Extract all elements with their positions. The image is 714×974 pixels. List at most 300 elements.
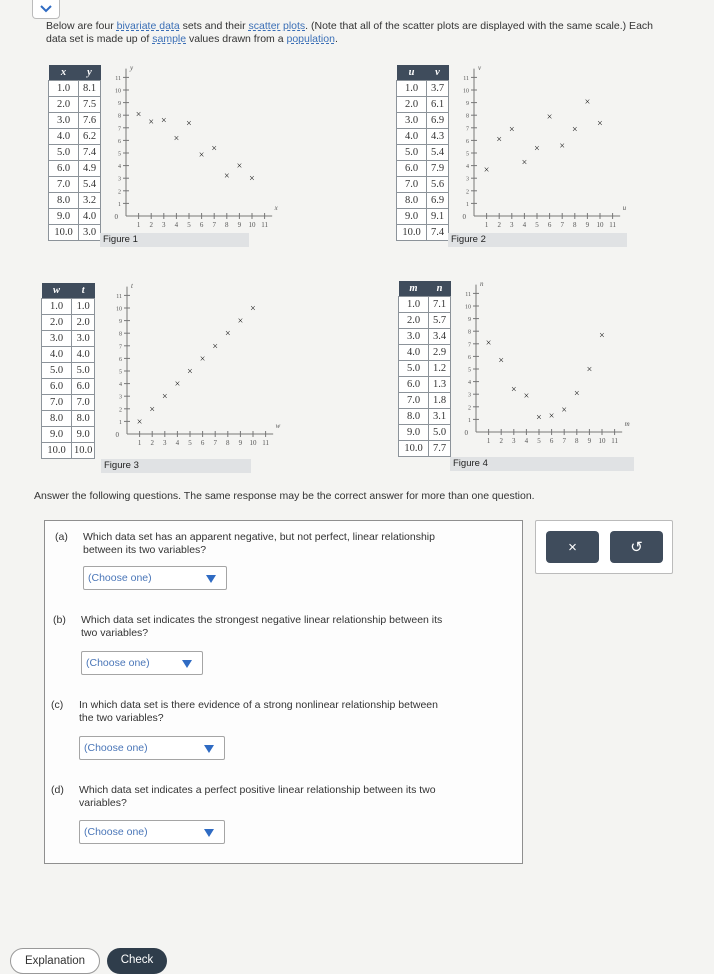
- y-tick-label: 6: [119, 356, 122, 363]
- x-tick-label: 5: [187, 221, 191, 229]
- answer-select-b[interactable]: [81, 651, 203, 675]
- link-bivariate-data[interactable]: bivariate data: [116, 20, 180, 32]
- table-cell: 3.2: [79, 193, 101, 209]
- table-cell: 7.1: [429, 297, 451, 313]
- table-cell: 4.9: [79, 161, 101, 177]
- scatter-point: ×: [536, 412, 542, 424]
- scatter-point: ×: [508, 124, 515, 136]
- x-tick-label: 11: [609, 221, 616, 229]
- table-row: [399, 329, 451, 345]
- table-cell: 5.0: [72, 363, 95, 379]
- scatter-point: ×: [236, 161, 243, 173]
- scatter-point: ×: [198, 149, 205, 161]
- table-row: [49, 113, 101, 129]
- undo-icon: ↺: [630, 539, 643, 556]
- scatter-point: ×: [546, 111, 553, 123]
- table-cell: 5.7: [429, 313, 451, 329]
- x-tick-label: 10: [249, 439, 257, 447]
- table-row: [42, 427, 95, 443]
- scatter-point: ×: [135, 109, 142, 121]
- y-axis-label: t: [131, 281, 133, 290]
- table-cell: 10.0: [399, 441, 429, 457]
- x-tick-label: 1: [486, 437, 491, 445]
- table-cell: 10.0: [49, 225, 79, 241]
- table-cell: 3.1: [429, 409, 451, 425]
- dropdown-arrow-icon: [204, 745, 214, 753]
- table-header: t: [72, 283, 95, 299]
- table-cell: 3.7: [427, 81, 449, 97]
- question-label: (c): [51, 699, 64, 711]
- y-tick-label: 9: [118, 101, 121, 108]
- y-tick-label: 7: [466, 126, 469, 133]
- table-cell: 5.4: [79, 177, 101, 193]
- origin-label: 0: [114, 213, 118, 221]
- x-tick-label: 7: [212, 221, 216, 229]
- table-row: [42, 363, 95, 379]
- scatter-point: ×: [199, 353, 206, 365]
- table-cell: 3.4: [429, 329, 451, 345]
- y-tick-label: 5: [466, 151, 469, 158]
- table-cell: 7.0: [399, 393, 429, 409]
- x-axis-label: x: [274, 204, 278, 212]
- table-row: [397, 177, 449, 193]
- table-cell: 6.0: [42, 379, 72, 395]
- x-tick-label: 9: [585, 221, 590, 229]
- table-row: [49, 209, 101, 225]
- chevron-down-icon: [40, 5, 52, 13]
- y-tick-label: 2: [119, 407, 122, 414]
- table-cell: 3.0: [72, 331, 95, 347]
- link-population[interactable]: population: [286, 33, 335, 45]
- question-text: [79, 784, 436, 809]
- table-cell: 3.0: [397, 113, 427, 129]
- table-cell: 1.3: [429, 377, 451, 393]
- scatter-point: ×: [496, 134, 503, 146]
- table-cell: 9.0: [397, 209, 427, 225]
- table-cell: 5.4: [427, 145, 449, 161]
- table-row: [42, 331, 95, 347]
- table-cell: 6.9: [427, 193, 449, 209]
- table-cell: 10.0: [42, 443, 72, 459]
- y-tick-label: 11: [115, 75, 121, 82]
- table-cell: 4.0: [399, 345, 429, 361]
- scatter-point: ×: [498, 355, 505, 367]
- table-row: [49, 81, 101, 97]
- scatter-point: ×: [211, 143, 218, 155]
- x-tick-label: 1: [484, 221, 489, 229]
- scatter-point: ×: [584, 96, 591, 108]
- table-cell: 2.0: [49, 97, 79, 113]
- y-tick-label: 4: [118, 164, 121, 171]
- table-row: [397, 145, 449, 161]
- y-tick-label: 6: [466, 138, 469, 145]
- x-tick-label: 2: [499, 437, 503, 445]
- table-cell: 2.0: [72, 315, 95, 331]
- table-cell: 6.2: [79, 129, 101, 145]
- y-tick-label: 1: [119, 419, 122, 426]
- x-tick-label: 10: [598, 437, 606, 445]
- dropdown-arrow-icon: [182, 660, 192, 668]
- x-tick-label: 8: [226, 439, 230, 447]
- table-cell: 7.7: [429, 441, 451, 457]
- x-tick-label: 4: [174, 221, 179, 229]
- answer-select-d[interactable]: [79, 820, 225, 844]
- table-row: [42, 395, 95, 411]
- x-tick-label: 9: [587, 437, 592, 445]
- x-tick-label: 7: [213, 439, 217, 447]
- x-axis-label: m: [624, 420, 630, 428]
- table-cell: 8.1: [79, 81, 101, 97]
- data-table-1: [48, 65, 101, 241]
- answer-tools: [535, 520, 673, 574]
- x-tick-label: 4: [175, 439, 180, 447]
- table-cell: 8.0: [49, 193, 79, 209]
- data-table-4: [398, 281, 451, 457]
- question-text: [81, 614, 442, 639]
- intro-part: . (Note that all of the scatter plots are displayed with the same scale.) Each data set is made up of: [46, 20, 653, 45]
- intro-part: values drawn from a: [186, 33, 287, 45]
- collapse-toggle[interactable]: [32, 0, 60, 19]
- table-cell: 7.5: [79, 97, 101, 113]
- table-header: y: [79, 65, 101, 81]
- scatter-point: ×: [559, 140, 566, 152]
- table-cell: 10.0: [397, 225, 427, 241]
- question-line: two variables?: [81, 626, 149, 639]
- table-cell: 5.0: [42, 363, 72, 379]
- table-cell: 2.0: [42, 315, 72, 331]
- scatter-point: ×: [136, 416, 143, 428]
- y-tick-label: 3: [118, 176, 121, 183]
- question-text: [79, 699, 438, 724]
- explanation-button[interactable]: Explanation: [10, 948, 100, 974]
- table-row: [49, 177, 101, 193]
- table-cell: 6.0: [49, 161, 79, 177]
- table-cell: 5.0: [399, 361, 429, 377]
- y-tick-label: 3: [468, 392, 471, 399]
- y-tick-label: 1: [468, 417, 471, 424]
- x-tick-label: 11: [262, 439, 269, 447]
- table-cell: 1.0: [397, 81, 427, 97]
- y-tick-label: 3: [466, 176, 469, 183]
- scatter-point: ×: [573, 388, 580, 400]
- table-header: v: [427, 65, 449, 81]
- table-cell: 5.0: [49, 145, 79, 161]
- table-cell: 9.0: [399, 425, 429, 441]
- undo-button[interactable]: [610, 531, 663, 563]
- answer-select-c[interactable]: [79, 736, 225, 760]
- table-header: n: [429, 281, 451, 297]
- data-table-2: [396, 65, 449, 241]
- y-tick-label: 1: [118, 201, 121, 208]
- table-cell: 2.0: [399, 313, 429, 329]
- question-line: Which data set indicates the strongest negative linear relationship between its: [81, 614, 443, 626]
- table-cell: 9.1: [427, 209, 449, 225]
- question-line: between its two variables?: [83, 543, 207, 556]
- question-label: (b): [53, 614, 66, 626]
- table-cell: 7.6: [79, 113, 101, 129]
- table-row: [49, 97, 101, 113]
- table-cell: 5.6: [427, 177, 449, 193]
- origin-label: 0: [115, 431, 119, 439]
- x-tick-label: 6: [199, 221, 204, 229]
- x-tick-label: 4: [524, 437, 529, 445]
- x-axis-label: u: [622, 204, 627, 212]
- table-cell: 5.0: [397, 145, 427, 161]
- dropdown-arrow-icon: [204, 829, 214, 837]
- select-value: (Choose one): [88, 572, 152, 584]
- table-cell: 7.9: [427, 161, 449, 177]
- table-row: [399, 361, 451, 377]
- y-tick-label: 11: [463, 75, 469, 82]
- x-axis-label: w: [275, 422, 281, 430]
- table-cell: 9.0: [42, 427, 72, 443]
- x-tick-label: 1: [137, 439, 142, 447]
- x-tick-label: 3: [163, 439, 167, 447]
- table-cell: 6.0: [397, 161, 427, 177]
- scatter-point: ×: [237, 316, 244, 328]
- y-axis-label: y: [130, 63, 134, 72]
- question-text: [83, 531, 435, 556]
- table-row: [399, 409, 451, 425]
- question-line: variables?: [79, 796, 127, 809]
- clear-answer-button[interactable]: [546, 531, 599, 563]
- x-tick-label: 10: [248, 221, 256, 229]
- x-tick-label: 11: [611, 437, 618, 445]
- select-value: (Choose one): [84, 826, 148, 838]
- y-tick-label: 2: [466, 189, 469, 196]
- x-tick-label: 2: [497, 221, 501, 229]
- figure-caption: Figure 4: [450, 457, 634, 471]
- y-tick-label: 4: [468, 380, 471, 387]
- table-cell: 6.9: [427, 113, 449, 129]
- table-cell: 3.0: [79, 225, 101, 241]
- table-header: w: [42, 283, 72, 299]
- table-cell: 1.2: [429, 361, 451, 377]
- y-tick-label: 10: [465, 304, 471, 311]
- table-cell: 6.1: [427, 97, 449, 113]
- scatter-point: ×: [149, 404, 156, 416]
- question-panel: [44, 520, 523, 864]
- y-axis-label: v: [478, 63, 482, 72]
- scatter-point: ×: [485, 338, 492, 350]
- y-tick-label: 8: [118, 113, 121, 120]
- table-row: [49, 225, 101, 241]
- scatter-point: ×: [586, 364, 593, 376]
- table-row: [399, 377, 451, 393]
- table-cell: 8.0: [72, 411, 95, 427]
- scatter-point: ×: [548, 411, 555, 423]
- x-tick-label: 6: [200, 439, 205, 447]
- scatter-point: ×: [187, 366, 193, 378]
- table-cell: 9.0: [72, 427, 95, 443]
- scatter-point: ×: [173, 133, 180, 145]
- scatter-point: ×: [597, 118, 603, 130]
- scatter-point: ×: [571, 124, 578, 136]
- table-row: [397, 97, 449, 113]
- y-tick-label: 7: [119, 344, 122, 351]
- table-row: [397, 225, 449, 241]
- table-cell: 6.0: [399, 377, 429, 393]
- scatter-point: ×: [160, 115, 167, 127]
- table-cell: 4.0: [72, 347, 95, 363]
- y-tick-label: 8: [119, 331, 122, 338]
- table-row: [42, 379, 95, 395]
- table-cell: 4.0: [397, 129, 427, 145]
- scatter-plot-4: [448, 279, 630, 454]
- table-cell: 1.8: [429, 393, 451, 409]
- check-button[interactable]: Check: [107, 948, 167, 974]
- select-value: (Choose one): [86, 657, 150, 669]
- table-row: [42, 299, 95, 315]
- table-cell: 4.0: [42, 347, 72, 363]
- scatter-point: ×: [224, 328, 231, 340]
- y-tick-label: 9: [466, 101, 469, 108]
- table-cell: 9.0: [49, 209, 79, 225]
- x-tick-label: 10: [596, 221, 604, 229]
- x-tick-label: 2: [149, 221, 153, 229]
- table-cell: 8.0: [399, 409, 429, 425]
- table-cell: 7.4: [79, 145, 101, 161]
- table-cell: 1.0: [49, 81, 79, 97]
- x-tick-label: 7: [560, 221, 564, 229]
- table-row: [399, 441, 451, 457]
- table-cell: 7.0: [49, 177, 79, 193]
- y-tick-label: 5: [468, 367, 471, 374]
- table-cell: 7.0: [397, 177, 427, 193]
- table-row: [397, 193, 449, 209]
- table-row: [397, 209, 449, 225]
- x-tick-label: 5: [537, 437, 541, 445]
- x-tick-label: 7: [562, 437, 566, 445]
- x-tick-label: 8: [573, 221, 577, 229]
- table-cell: 1.0: [399, 297, 429, 313]
- scatter-point: ×: [148, 117, 155, 128]
- table-row: [49, 129, 101, 145]
- link-scatter-plots[interactable]: scatter plots: [248, 20, 306, 32]
- intro-text: [46, 20, 676, 46]
- table-row: [49, 161, 101, 177]
- table-cell: 8.0: [397, 193, 427, 209]
- table-cell: 3.0: [399, 329, 429, 345]
- table-row: [397, 113, 449, 129]
- table-row: [399, 425, 451, 441]
- question-line: In which data set is there evidence of a strong nonlinear relationship between: [79, 699, 438, 711]
- table-cell: 1.0: [42, 299, 72, 315]
- select-value: (Choose one): [84, 742, 148, 754]
- table-cell: 1.0: [72, 299, 95, 315]
- scatter-point: ×: [250, 303, 256, 315]
- table-cell: 2.0: [397, 97, 427, 113]
- scatter-point: ×: [523, 390, 530, 402]
- table-row: [399, 313, 451, 329]
- x-tick-label: 11: [261, 221, 268, 229]
- answer-select-a[interactable]: [83, 566, 227, 590]
- answer-instructions: Answer the following questions. The same response may be the correct answer for more than one question.: [34, 490, 535, 502]
- x-tick-label: 9: [237, 221, 242, 229]
- question-line: the two variables?: [79, 711, 164, 724]
- scatter-point: ×: [483, 164, 490, 176]
- table-cell: 4.0: [49, 129, 79, 145]
- scatter-point: ×: [534, 143, 540, 155]
- table-row: [42, 347, 95, 363]
- table-row: [397, 129, 449, 145]
- x-tick-label: 8: [575, 437, 579, 445]
- link-sample[interactable]: sample: [152, 33, 187, 45]
- scatter-point: ×: [186, 118, 192, 130]
- table-row: [42, 315, 95, 331]
- scatter-plot-3: [99, 281, 281, 456]
- table-cell: 4.0: [79, 209, 101, 225]
- table-header: x: [49, 65, 79, 81]
- x-tick-label: 6: [549, 437, 554, 445]
- table-cell: 6.0: [72, 379, 95, 395]
- table-row: [399, 345, 451, 361]
- y-tick-label: 1: [466, 201, 469, 208]
- figure-caption: Figure 1: [100, 233, 249, 247]
- question-line: Which data set has an apparent negative, but not perfect, linear relationship: [83, 531, 435, 543]
- y-tick-label: 5: [118, 151, 121, 158]
- table-row: [399, 393, 451, 409]
- scatter-point: ×: [223, 171, 230, 183]
- table-row: [399, 297, 451, 313]
- scatter-plot-2: [446, 63, 627, 238]
- x-tick-label: 6: [547, 221, 552, 229]
- x-tick-label: 5: [188, 439, 192, 447]
- question-line: Which data set indicates a perfect positive linear relationship between its two: [79, 784, 436, 796]
- scatter-point: ×: [561, 404, 568, 416]
- y-tick-label: 9: [119, 319, 122, 326]
- scatter-point: ×: [599, 330, 605, 342]
- x-tick-label: 1: [136, 221, 141, 229]
- y-tick-label: 11: [465, 291, 471, 298]
- x-tick-label: 5: [535, 221, 539, 229]
- dropdown-arrow-icon: [206, 575, 216, 583]
- figure-caption: Figure 3: [101, 459, 251, 473]
- table-cell: 3.0: [49, 113, 79, 129]
- y-tick-label: 11: [116, 293, 122, 300]
- y-tick-label: 10: [116, 306, 122, 313]
- table-row: [49, 193, 101, 209]
- y-tick-label: 8: [466, 113, 469, 120]
- data-table-3: [41, 283, 95, 459]
- table-row: [49, 145, 101, 161]
- y-tick-label: 3: [119, 394, 122, 401]
- table-cell: 8.0: [42, 411, 72, 427]
- y-tick-label: 7: [118, 126, 121, 133]
- x-tick-label: 9: [238, 439, 243, 447]
- scatter-plot-1: [98, 63, 278, 238]
- table-cell: 7.0: [72, 395, 95, 411]
- x-tick-label: 3: [510, 221, 514, 229]
- table-row: [397, 81, 449, 97]
- close-icon: ×: [568, 538, 577, 556]
- table-header: u: [397, 65, 427, 81]
- scatter-point: ×: [521, 157, 528, 169]
- x-tick-label: 2: [150, 439, 154, 447]
- question-label: (a): [55, 531, 68, 543]
- y-tick-label: 4: [119, 382, 122, 389]
- table-row: [397, 161, 449, 177]
- scatter-point: ×: [212, 341, 219, 353]
- y-tick-label: 6: [118, 138, 121, 145]
- y-tick-label: 7: [468, 342, 471, 349]
- intro-part: Below are four: [46, 20, 117, 32]
- x-tick-label: 3: [162, 221, 166, 229]
- table-cell: 5.0: [429, 425, 451, 441]
- figure-caption: Figure 2: [448, 233, 627, 247]
- origin-label: 0: [464, 429, 468, 437]
- y-tick-label: 8: [468, 329, 471, 336]
